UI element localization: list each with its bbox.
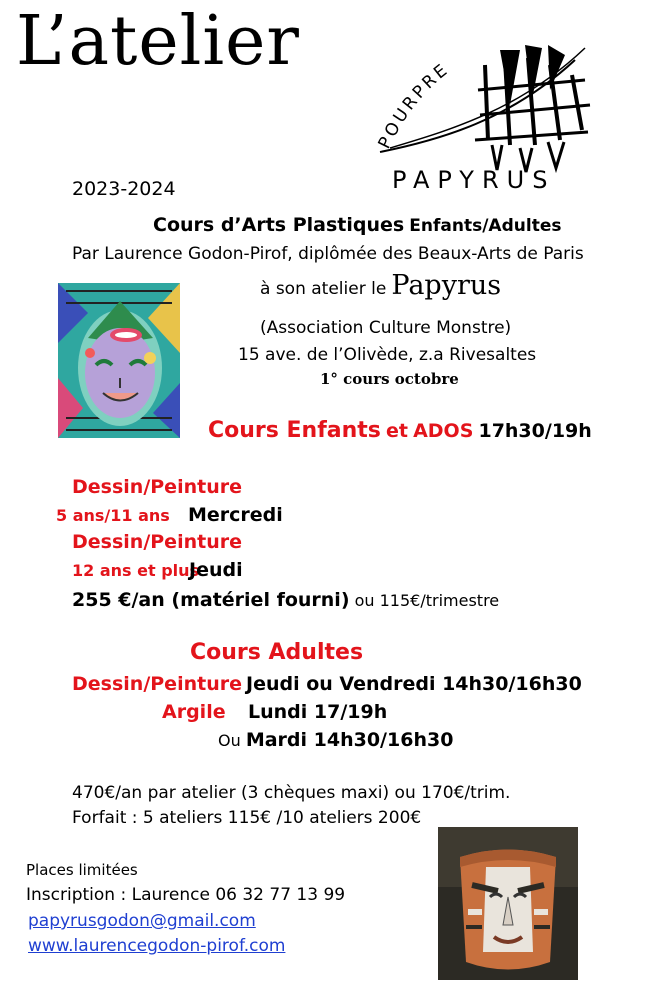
page-title: L’atelier — [16, 2, 300, 81]
ceramic-mask-image — [438, 827, 578, 980]
atelier-prefix: à son atelier le — [260, 279, 387, 299]
atelier-line — [260, 270, 501, 301]
adults-class3-prefix: Ou — [218, 731, 241, 750]
teacher-line: Par Laurence Godon-Pirof, diplômée des Beaux-Arts de Paris — [72, 244, 584, 264]
adults-heading: Cours Adultes — [190, 640, 364, 665]
course-heading — [153, 214, 561, 236]
start-line: 1° cours octobre — [320, 370, 459, 388]
logo-top-text: POURPRE — [374, 59, 454, 153]
course-audience: Enfants/Adultes — [409, 216, 562, 236]
adults-price-line: 470€/an par atelier (3 chèques maxi) ou 170€/trim. — [72, 783, 511, 803]
adults-class2-type: Argile — [162, 701, 226, 723]
kids-heading-b: et — [386, 420, 408, 442]
kids-price-main: 255 €/an (matériel fourni) — [72, 589, 350, 611]
kids-class2-age: 12 ans et plus — [72, 561, 200, 580]
website-link[interactable]: www.laurencegodon-pirof.com — [28, 936, 286, 956]
adults-forfait-line: Forfait : 5 ateliers 115€ /10 ateliers 200€ — [72, 808, 422, 828]
kids-class1-type: Dessin/Peinture — [72, 476, 242, 498]
places-limited: Places limitées — [26, 861, 138, 879]
kids-class1-age: 5 ans/11 ans — [56, 506, 170, 525]
atelier-name: Papyrus — [391, 270, 502, 301]
kids-heading-time: 17h30/19h — [478, 420, 592, 442]
year: 2023-2024 — [72, 178, 176, 200]
logo-bottom-text: PAPYRUS — [392, 166, 556, 194]
association-line: (Association Culture Monstre) — [260, 318, 512, 338]
kids-price-alt: ou 115€/trimestre — [354, 591, 500, 610]
kids-heading — [208, 418, 592, 443]
adults-class3 — [218, 729, 453, 751]
email-link[interactable]: papyrusgodon@gmail.com — [28, 911, 256, 931]
adults-class1-schedule: Jeudi ou Vendredi 14h30/16h30 — [246, 673, 582, 695]
kids-price — [72, 589, 499, 611]
course-title: Cours d’Arts Plastiques — [153, 214, 405, 236]
adults-class3-schedule: Mardi 14h30/16h30 — [245, 729, 454, 751]
kids-heading-c: ADOS — [413, 420, 474, 442]
kids-class1-day: Mercredi — [188, 504, 283, 526]
kids-class2-type: Dessin/Peinture — [72, 531, 242, 553]
adults-class2-schedule: Lundi 17/19h — [248, 701, 388, 723]
signup-line: Inscription : Laurence 06 32 77 13 99 — [26, 885, 346, 905]
kids-heading-a: Cours Enfants — [208, 418, 381, 443]
artwork-painting-image — [58, 283, 180, 438]
address-line: 15 ave. de l’Olivède, z.a Rivesaltes — [238, 345, 537, 365]
kids-class2-day: Jeudi — [189, 559, 243, 581]
adults-class1-type: Dessin/Peinture — [72, 673, 242, 695]
